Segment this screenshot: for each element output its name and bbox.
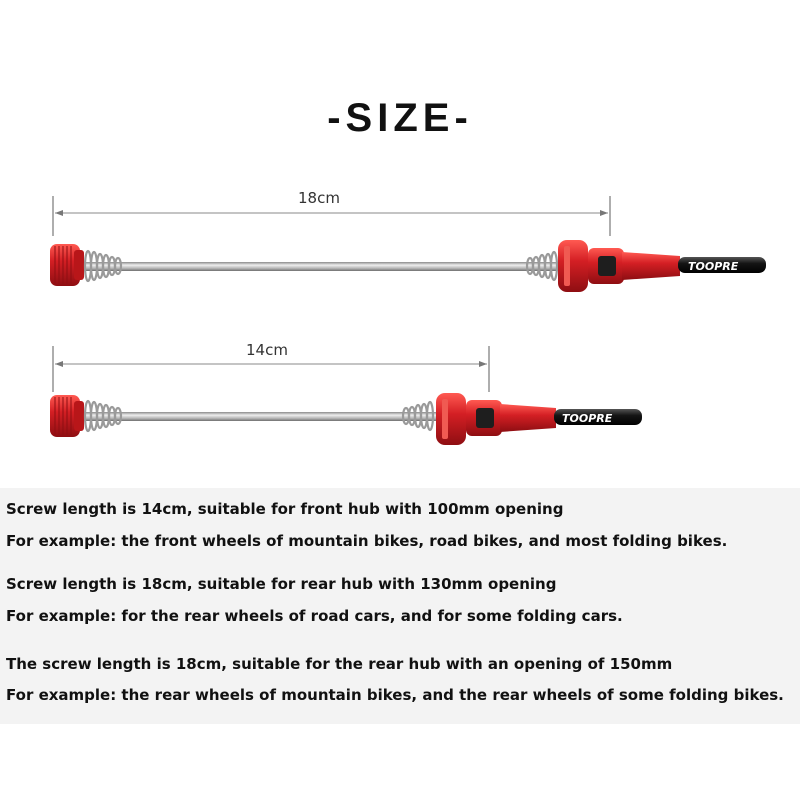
end-nut <box>50 395 84 437</box>
spring <box>85 251 121 281</box>
skewer-rod <box>80 262 600 271</box>
skewer-14cm <box>50 393 642 445</box>
skewer-18cm <box>50 240 766 292</box>
dimension-line-14cm <box>53 346 489 392</box>
brand-mark: TOOPRE <box>688 260 739 273</box>
spring <box>85 401 121 431</box>
lever-head <box>436 393 556 445</box>
note-2-example: For example: for the rear wheels of road cars, and for some folding cars. <box>6 607 623 625</box>
note-3-spec: The screw length is 18cm, suitable for the rear hub with an opening of 150mm <box>6 655 673 673</box>
brand-mark: TOOPRE <box>562 412 613 425</box>
note-2-spec: Screw length is 18cm, suitable for rear hub with 130mm opening <box>6 575 557 593</box>
size-title: -SIZE- <box>327 96 473 140</box>
note-3-example: For example: the rear wheels of mountain bikes, and the rear wheels of some folding bikes. <box>6 686 784 704</box>
lever-head <box>558 240 680 292</box>
note-1-spec: Screw length is 14cm, suitable for front hub with 100mm opening <box>6 500 564 518</box>
note-1-example: For example: the front wheels of mountain bikes, road bikes, and most folding bikes. <box>6 532 728 550</box>
length-label-18cm: 18cm <box>298 189 340 207</box>
end-nut <box>50 244 84 286</box>
dimension-line-18cm <box>53 196 610 236</box>
length-label-14cm: 14cm <box>246 341 288 359</box>
